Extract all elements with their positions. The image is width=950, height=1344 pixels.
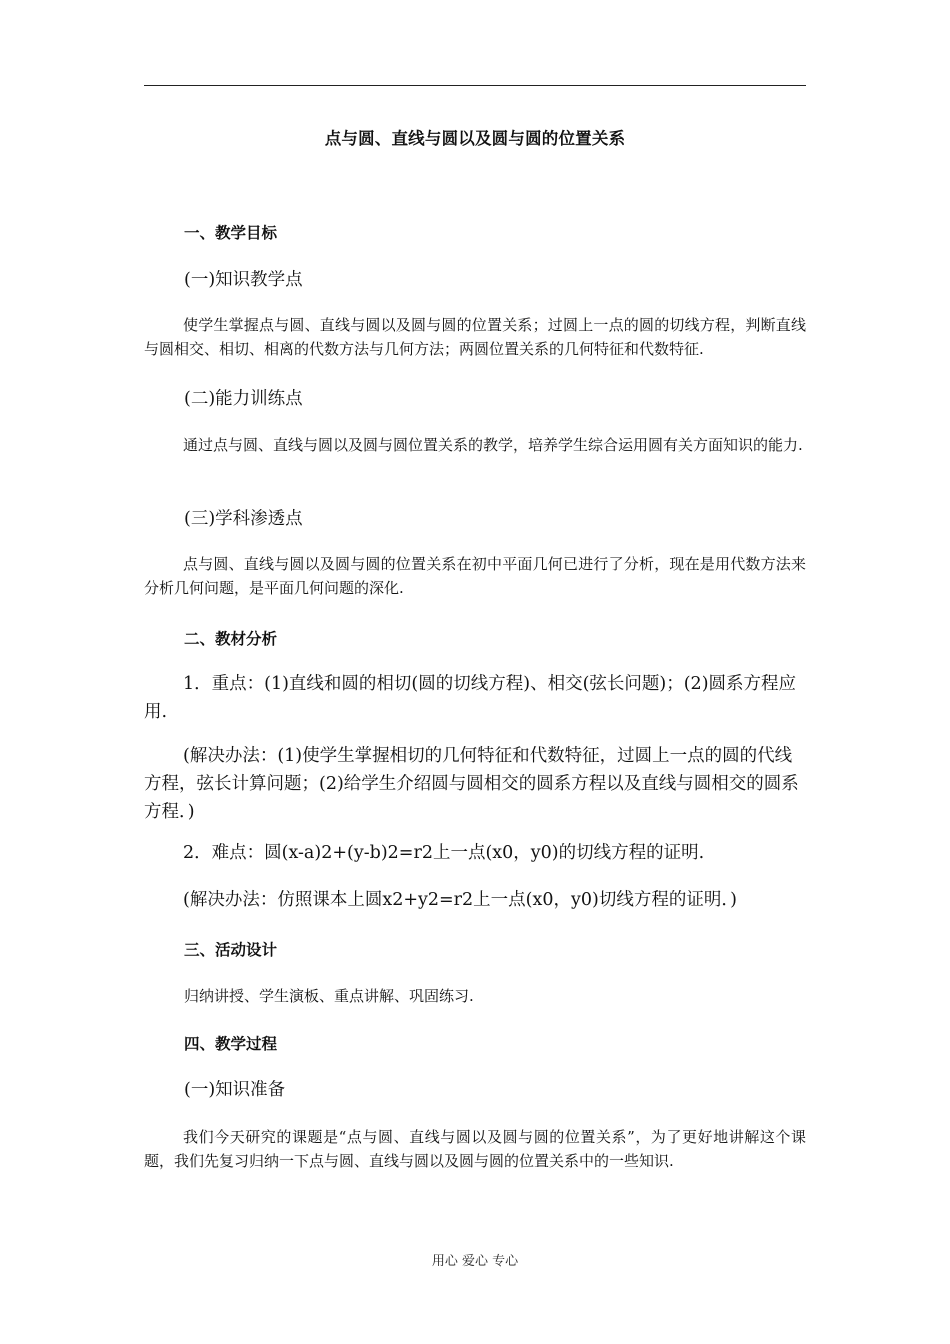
section-heading-activity: 三、活动设计 — [184, 940, 278, 959]
subheading-knowledge: (一)知识教学点 — [184, 270, 303, 290]
paragraph-activity: 归纳讲授、学生演板、重点讲解、巩固练习. — [184, 987, 474, 1005]
subheading-ability: (二)能力训练点 — [184, 389, 303, 409]
paragraph-knowledge: 使学生掌握点与圆、直线与圆以及圆与圆的位置关系；过圆上一点的圆的切线方程，判断直线与圆相交、相切、相离的代数方法与几何方法；两圆位置关系的几何特征和代数特征. — [144, 316, 806, 358]
paragraph-discipline: 点与圆、直线与圆以及圆与圆的位置关系在初中平面几何已进行了分析，现在是用代数方法来分析几何问题，是平面几何问题的深化. — [144, 555, 806, 597]
section-heading-analysis: 二、教材分析 — [184, 629, 278, 648]
paragraph-preparation: 我们今天研究的课题是“点与圆、直线与圆以及圆与圆的位置关系”，为了更好地讲解这个课题，我们先复习归纳一下点与圆、直线与圆以及圆与圆的位置关系中的一些知识. — [144, 1128, 806, 1170]
paragraph-ability: 通过点与圆、直线与圆以及圆与圆位置关系的教学，培养学生综合运用圆有关方面知识的能力. — [183, 436, 803, 454]
subheading-discipline: (三)学科渗透点 — [184, 509, 303, 529]
paragraph-key-solution: (解决办法：(1)使学生掌握相切的几何特征和代数特征，过圆上一点的圆的代线方程，弦长计算问题；(2)给学生介绍圆与圆相交的圆系方程以及直线与圆相交的圆系方程．) — [144, 746, 799, 822]
header-rule — [144, 85, 806, 86]
paragraph-difficulty: 2．难点：圆(x-a)2+(y-b)2=r2上一点(x0，y0)的切线方程的证明. — [183, 843, 705, 863]
paragraph-key-points: 1．重点：(1)直线和圆的相切(圆的切线方程)、相交(弦长问题)；(2)圆系方程应用. — [144, 674, 797, 722]
section-heading-goals: 一、教学目标 — [184, 223, 278, 242]
document-title: 点与圆、直线与圆以及圆与圆的位置关系 — [324, 129, 626, 148]
subheading-preparation: (一)知识准备 — [184, 1080, 286, 1100]
page-footer: 用心 爱心 专心 — [431, 1254, 519, 1269]
section-heading-process: 四、教学过程 — [184, 1034, 278, 1053]
paragraph-difficulty-solution: (解决办法：仿照课本上圆x2+y2=r2上一点(x0，y0)切线方程的证明．) — [183, 890, 737, 910]
